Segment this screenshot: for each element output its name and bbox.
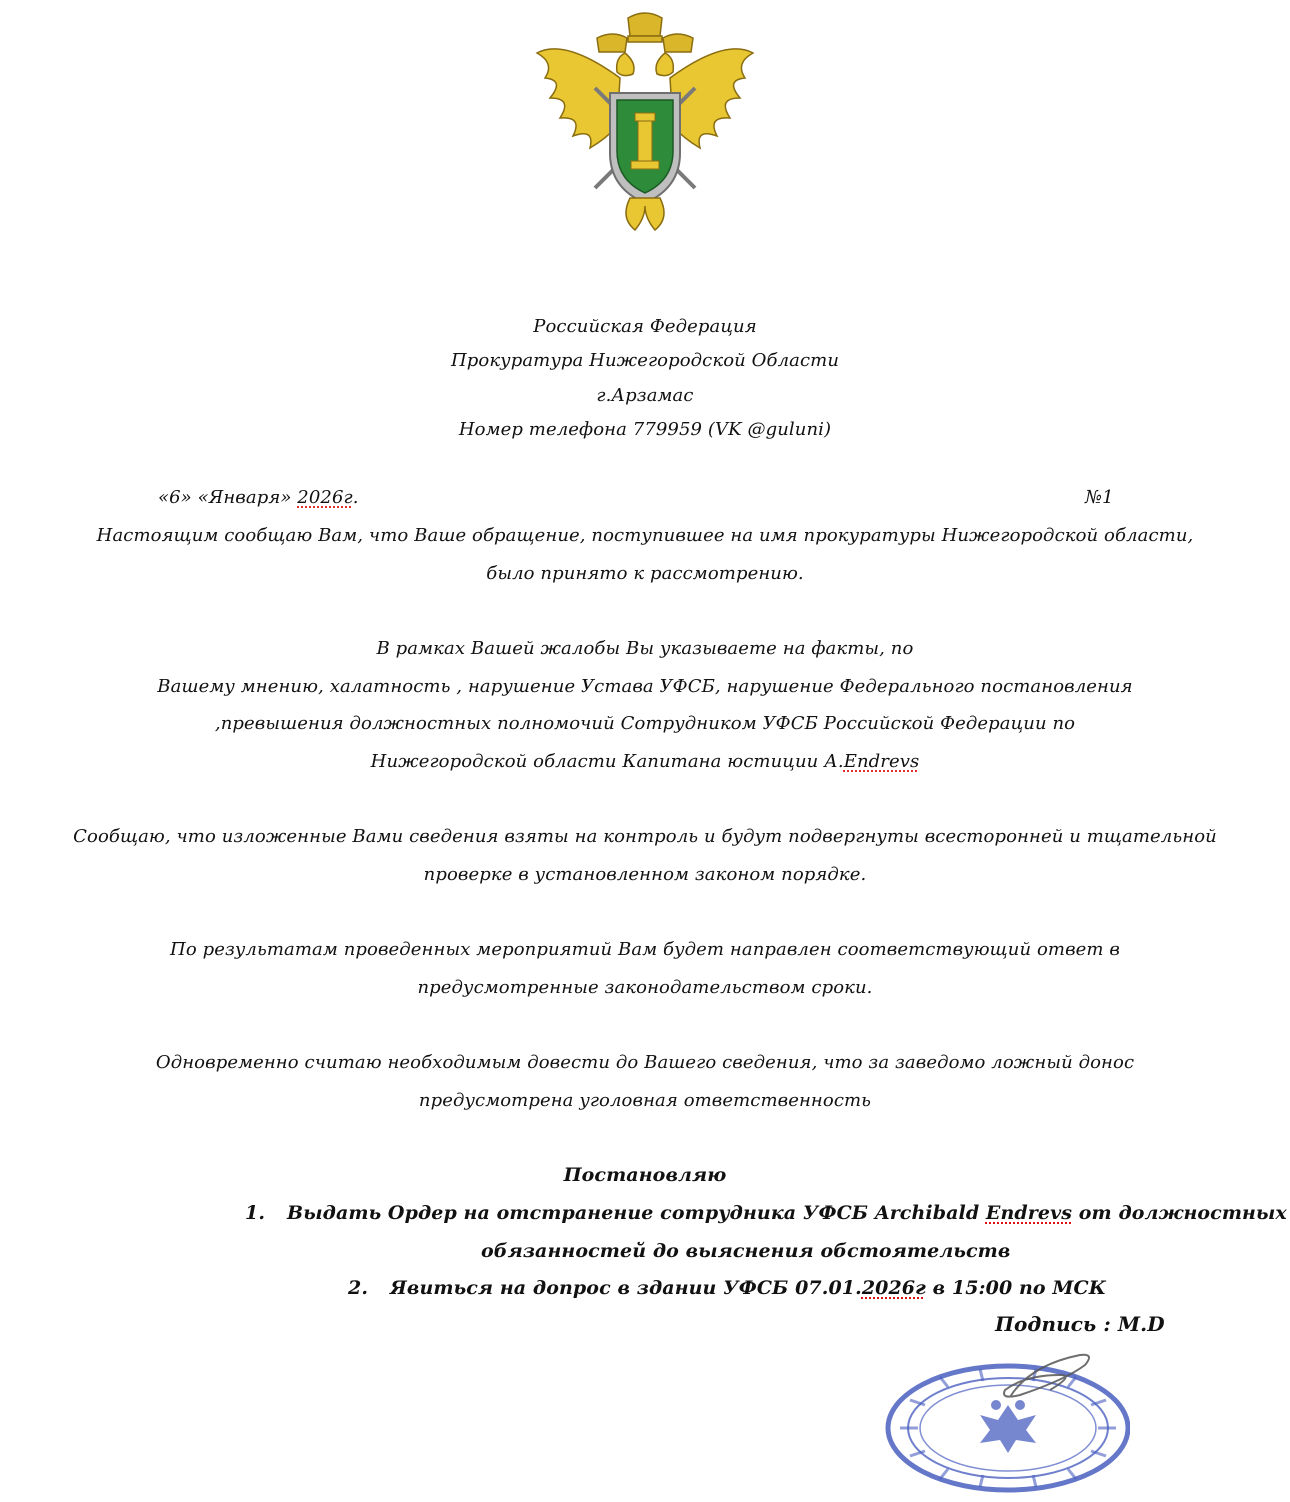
document-date	[158, 487, 359, 508]
decree-item-2-number: 2.	[348, 1277, 369, 1299]
header-prosecutor-office: Прокуратура Нижегородской Области	[450, 350, 840, 371]
decree-item-1-suffix: от должностных	[1072, 1202, 1287, 1224]
paragraph-2-line-3: ,превышения должностных полномочий Сотрудником УФСБ Российской Федерации по	[214, 713, 1076, 734]
paragraph-2-line-1: В рамках Вашей жалобы Вы указываете на факты, по	[376, 638, 914, 659]
decree-item-2	[348, 1277, 1106, 1299]
decree-item-1	[245, 1202, 1287, 1224]
paragraph-5-line-2: предусмотрена уголовная ответственность	[418, 1090, 872, 1111]
paragraph-1-line-1: Настоящим сообщаю Вам, что Ваше обращение, поступившее на имя прокуратуры Нижегородской области,	[96, 525, 1194, 546]
decree-title: Постановляю	[563, 1164, 727, 1186]
date-suffix: .	[352, 487, 359, 508]
paragraph-2-line-4-prefix: Нижегородской области Капитана юстиции А.	[370, 751, 844, 772]
decree-item-1-surname: Endrevs	[985, 1202, 1073, 1224]
decree-item-2-suffix: в 15:00 по МСК	[925, 1277, 1107, 1299]
paragraph-2-line-4	[0, 751, 1290, 772]
paragraph-2-line-2: Вашему мнению, халатность , нарушение Устава УФСБ, нарушение Федерального постановления	[157, 676, 1133, 697]
official-stamp-icon	[880, 1345, 1130, 1495]
header-phone: Номер телефона 779959 (VK @guluni)	[458, 419, 832, 440]
paragraph-3-line-2: проверке в установленном законом порядке.	[423, 864, 867, 885]
header-city: г.Арзамас	[596, 385, 694, 406]
paragraph-4-line-1: По результатам проведенных мероприятий Вам будет направлен соответствующий ответ в	[170, 939, 1120, 960]
paragraph-5-line-1: Одновременно считаю необходимым довести до Вашего сведения, что за заведомо ложный донос	[155, 1052, 1135, 1073]
date-prefix: «6» «Января»	[158, 487, 298, 508]
paragraph-4-line-2: предусмотренные законодательством сроки.	[417, 977, 873, 998]
paragraph-3-line-1: Сообщаю, что изложенные Вами сведения взяты на контроль и будут подвергнуты всесторонней и тщательной	[73, 826, 1217, 847]
paragraph-1-line-2: было принято к рассмотрению.	[486, 563, 804, 584]
prosecutor-emblem-icon	[525, 8, 765, 233]
decree-item-1-prefix: Выдать Ордер на отстранение сотрудника УФСБ Archibald	[287, 1202, 986, 1224]
officer-surname: Endrevs	[843, 751, 920, 772]
decree-item-2-prefix: Явиться на допрос в здании УФСБ 07.01.	[390, 1277, 862, 1299]
signature-label: Подпись : M.D	[995, 1312, 1165, 1336]
decree-item-2-date: 2026г	[861, 1277, 926, 1299]
decree-item-1-number: 1.	[245, 1202, 266, 1224]
document-number: №1	[1085, 487, 1114, 508]
decree-item-1-line-2: обязанностей до выяснения обстоятельств	[481, 1240, 1011, 1262]
date-year: 2026г	[297, 487, 353, 508]
header-country: Российская Федерация	[533, 316, 757, 337]
